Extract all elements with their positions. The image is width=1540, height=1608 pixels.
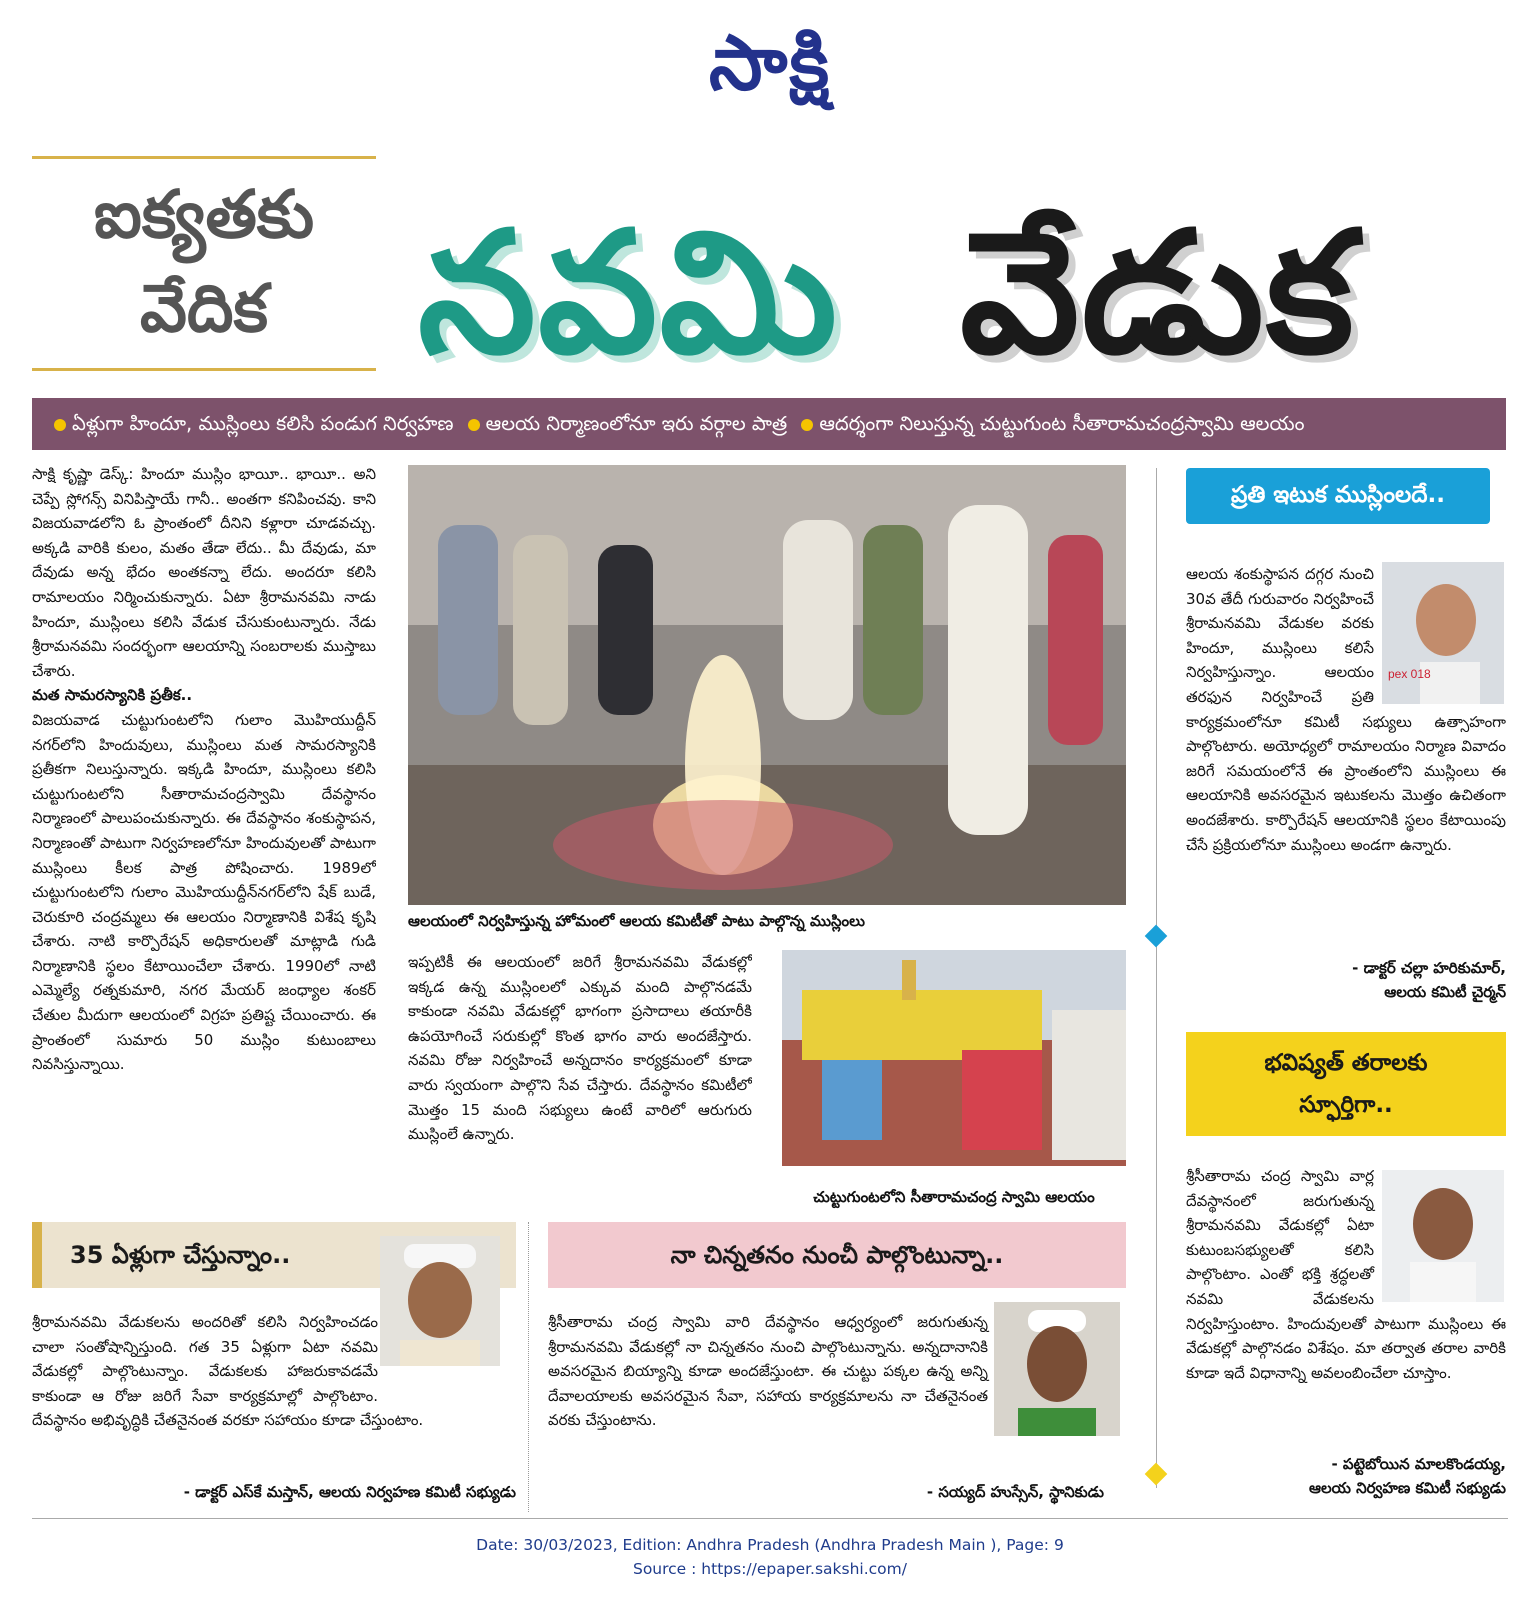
- footer-source: Source : https://epaper.sakshi.com/: [632, 1560, 907, 1578]
- strap-bar: [32, 398, 1506, 450]
- photo-banner-text: pex 018: [1388, 667, 1431, 681]
- quote-left-body: శ్రీరామనవమి వేడుకలను అందరితో కలిసి నిర్వహించడం చాలా సంతోషాన్నిస్తుంది. గత 35 ఏళ్లుగా ఏటా నవమి వేడుకల్లో పాల్గొంటున్నాం. వేడుకలకు హాజరుకావడమే కాకుండా ఆ రోజు జరిగే సేవా కార్యక్రమాల్లో పాల్గొంటాం. దేవస్థానం అభివృద్ధికి చేతనైనంత వరకూ సహాయం కూడా చేస్తుంటాం.: [32, 1313, 424, 1430]
- portrait-spacer: [988, 1310, 1126, 1440]
- main-photo-caption: ఆలయంలో నిర్వహిస్తున్న హోమంలో ఆలయ కమిటీతో పాటు పాల్గొన్న ముస్లింలు: [408, 912, 865, 930]
- kicker-rule-top: [32, 156, 376, 159]
- sidebar-bottom-sig-role: ఆలయ నిర్వహణ కమిటీ సభ్యుడు: [1309, 1479, 1506, 1497]
- bullet-dot: [801, 419, 813, 431]
- headline-part-1: నవమి: [418, 195, 840, 391]
- kicker-line-1: ఐక్యతకు: [93, 176, 315, 253]
- quote-left-body-wrap: [32, 1310, 516, 1478]
- quote-left-signature: - డాక్టర్ ఎస్‌కే మస్తాన్, ఆలయ నిర్వహణ కమిటీ సభ్యుడు: [183, 1483, 516, 1501]
- sidebar-bottom-body-wrap: [1186, 1164, 1506, 1444]
- bullet-dot: [468, 419, 480, 431]
- masthead-logo: సాక్షి: [708, 18, 832, 107]
- bullet-dot: [54, 419, 66, 431]
- sidebar-bottom-title-line-2: స్ఫూర్తిగా..: [1299, 1092, 1393, 1118]
- quote-right-body-wrap: [548, 1310, 1126, 1478]
- story-paragraph-2: విజయవాడ చుట్టుగుంటలోని గులాం మొహియుద్దీన్ నగర్‌లోని హిందువులు, ముస్లింలు మత సామరస్యానికి ప్రతీకగా నిలుస్తున్నారు. ఇక్కడి హిందూ, ముస్లింలు కలిసి చుట్టుగుంటలోని సీతారామచంద్రస్వామి దేవస్థానం నిర్మాణంలో పాలుపంచుకున్నారు. ఈ దేవస్థానం శంకుస్థాపన, నిర్మాణంతో పాటుగా నిర్వహణలోనూ హిందువులతో పాటుగా ముస్లింలు కీలక పాత్ర పోషించారు. 1989లో చుట్టుగుంటలోని గులాం మొహియుద్దీన్‌నగర్‌లోని షేక్ బుడే, చెరుకూరి చంద్రమ్మలు ఈ ఆలయం నిర్మాణానికి విశేష కృషి చేశారు. నాటి కార్పొరేషన్ అధికారులతో మాట్లాడి గుడి నిర్మాణానికి స్థలం కేటాయించేలా చేశారు. 1990లో నాటి ఎమ్మెల్యే రత్నకుమారి, నగర మేయర్ జంధ్యాల శంకర్ చేతుల మీదుగా ఆలయంలో విగ్రహ ప్రతిష్ట చేయించారు. ఈ ప్రాంతంలో సుమారు 50 ముస్లిం కుటుంబాలు నివసిస్తున్నాయి.: [32, 710, 376, 1074]
- sidebar-bottom-signature: [1186, 1452, 1506, 1500]
- quotes-divider: [528, 1222, 529, 1512]
- temple-photo-caption: చుట్టుగుంటలోని సీతారామచంద్ర స్వామి ఆలయం: [813, 1188, 1095, 1206]
- portrait-spacer: [1374, 1164, 1506, 1306]
- headline-part-2: వేడుక: [960, 195, 1356, 391]
- sidebar-top-sig-role: ఆలయ కమిటీ చైర్మన్: [1384, 983, 1506, 1001]
- footer-rule: [32, 1518, 1508, 1519]
- sidebar-bottom-sig-name: - పట్టెబోయిన మాలకొండయ్య,: [1331, 1455, 1506, 1473]
- temple-photo-illustration: [782, 950, 1126, 1166]
- quote-left-title: 35 ఏళ్లుగా చేస్తున్నాం..: [32, 1222, 516, 1288]
- story-subhead: మత సామరస్యానికి ప్రతీక..: [32, 686, 193, 705]
- main-photo: [408, 465, 1126, 905]
- quote-right-title: నా చిన్నతనం నుంచీ పాల్గొంటున్నా..: [548, 1222, 1126, 1288]
- sidebar-top-title: ప్రతి ఇటుక ముస్లింలదే..: [1186, 468, 1490, 524]
- yellow-diamond-ornament: [1145, 1463, 1168, 1486]
- main-story-column-1: [32, 462, 376, 1196]
- sidebar-top-sig-name: - డాక్టర్ చల్లా హరికుమార్,: [1352, 959, 1506, 977]
- footer-edition-info: Date: 30/03/2023, Edition: Andhra Pradesh (Andhra Pradesh Main ), Page: 9: [476, 1536, 1064, 1554]
- portrait-spacer: [1374, 562, 1506, 708]
- temple-photo: [782, 950, 1126, 1166]
- sidebar-top-body-wrap: [1186, 562, 1506, 954]
- homam-photo-illustration: [408, 465, 1126, 905]
- story-paragraph-1: సాక్షి కృష్ణా డెస్క్: హిందూ ముస్లిం భాయీ.. భాయీ.. అని చెప్పే స్లోగన్స్ వినిపిస్తాయే గానీ.. అంతగా కనిపించవు. కాని విజయవాడలోని ఓ ప్రాంతంలో దీనిని కళ్లారా చూడవచ్చు. అక్కడి వారికి కులం, మతం తేడా లేదు.. మీ దేవుడు, మా దేవుడు అన్న భేదం అంతకన్నా లేదు. అందరూ కలిసి రామాలయం నిర్మించుకున్నారు. ఏటా శ్రీరామనవమి నాడు హిందూ, ముస్లింలు కలిసి వేడుక చేసుకుంటున్నారు. నేడు శ్రీరామనవమి సందర్భంగా ఆలయాన్ని సంబరాలకు ముస్తాబు చేశారు.: [32, 465, 376, 680]
- strap-item-3: ఆదర్శంగా నిలుస్తున్న చుట్టుగుంట సీతారామచంద్రస్వామి ఆలయం: [819, 412, 1305, 435]
- kicker-line-2: వేదిక: [140, 270, 268, 347]
- main-story-column-2: [408, 950, 752, 1196]
- quote-right-body: శ్రీసీతారామ చంద్ర స్వామి వారి దేవస్థానం ఆధ్వర్యంలో జరుగుతున్న శ్రీరామనవమి వేడుకల్లో నా చిన్నతనం నుంచి పాల్గొంటున్నాను. అన్నదానానికి అవసరమైన బియ్యాన్ని కూడా అందజేస్తుంటా. ఈ చుట్టు పక్కల ఉన్న అన్ని దేవాలయాలకు అవసరమైన సేవా, సహాయ కార్యక్రమాలను నా చేతనైనంత వరకు చేస్తుంటాను.: [548, 1313, 988, 1430]
- sidebar-bottom-body: శ్రీసీతారామ చంద్ర స్వామి వార్ల దేవస్థానంలో జరుగుతున్న శ్రీరామనవమి వేడుకల్లో ఏటా కుటుంబసభ్యులతో కలిసి పాల్గొంటాం. ఎంతో భక్తి శ్రద్ధలతో నవమి వేడుకలను నిర్వహిస్తుంటాం. హిందువులతో పాటుగా ముస్లింలు ఈ వేడుకల్లో పాల్గొనడం విశేషం. మా తర్వాత తరాల వారికి కూడా ఇదే విధానాన్ని అవలంబించేలా చూస్తాం.: [1186, 1167, 1506, 1382]
- sidebar-bottom-title: [1186, 1032, 1506, 1136]
- sidebar-bottom-title-line-1: భవిష్యత్ తరాలకు: [1264, 1050, 1428, 1076]
- column-divider: [1156, 468, 1157, 1488]
- strap-item-1: ఏళ్లుగా హిందూ, ముస్లింలు కలిసి పండుగ నిర్వహణ: [72, 412, 454, 435]
- story-paragraph-3: ఇప్పటికీ ఈ ఆలయంలో జరిగే శ్రీరామనవమి వేడుకల్లో ఇక్కడ ఉన్న ముస్లింలలో ఎక్కువ మంది పాల్గొనడమే కాకుండా నవమి వేడుకల్లో భాగంగా ప్రసాదాలు తయారీకి ఉపయోగించే సరుకుల్లో కొంత భాగం వారు అందజేస్తారు. నవమి రోజు నిర్వహించే అన్నదానం కార్యక్రమంలో కూడా వారు స్వయంగా పాల్గొని సేవ చేస్తారు. దేవస్థానం కమిటీలో మొత్తం 15 మంది సభ్యులు ఉంటే వారిలో ఆరుగురు ముస్లింలే ఉన్నారు.: [408, 953, 752, 1144]
- kicker: [32, 168, 376, 356]
- portrait-spacer: [378, 1310, 516, 1386]
- quote-right-signature: - సయ్యద్ హుస్సేన్, స్థానికుడు: [926, 1483, 1104, 1501]
- blue-diamond-ornament: [1145, 925, 1168, 948]
- kicker-rule-bottom: [32, 368, 376, 371]
- sidebar-top-signature: [1186, 956, 1506, 1004]
- strap-item-2: ఆలయ నిర్మాణంలోనూ ఇరు వర్గాల పాత్ర: [485, 412, 788, 435]
- sidebar-top-body: ఆలయ శంకుస్థాపన దగ్గర నుంచి 30వ తేదీ గురువారం నిర్వహించే శ్రీరామనవమి వేడుకల వరకు హిందూ, ముస్లింలు కలిసే నిర్వహిస్తున్నాం. ఆలయం తరఫున నిర్వహించే ప్రతి కార్యక్రమంలోనూ కమిటీ సభ్యులు ఉత్సాహంగా పాల్గొంటారు. అయోధ్యలో రామాలయం నిర్మాణ వివాదం జరిగే సమయంలోనే ఈ ప్రాంతంలోని ముస్లింలు ఈ ఆలయానికి అవసరమైన ఇటుకలను మొత్తం ఉచితంగా అందజేశారు. కార్పొరేషన్ ఆలయానికి స్థలం కేటాయింపు చేసే ప్రక్రియలోనూ ముస్లింలు అండగా ఉన్నారు.: [1186, 565, 1506, 854]
